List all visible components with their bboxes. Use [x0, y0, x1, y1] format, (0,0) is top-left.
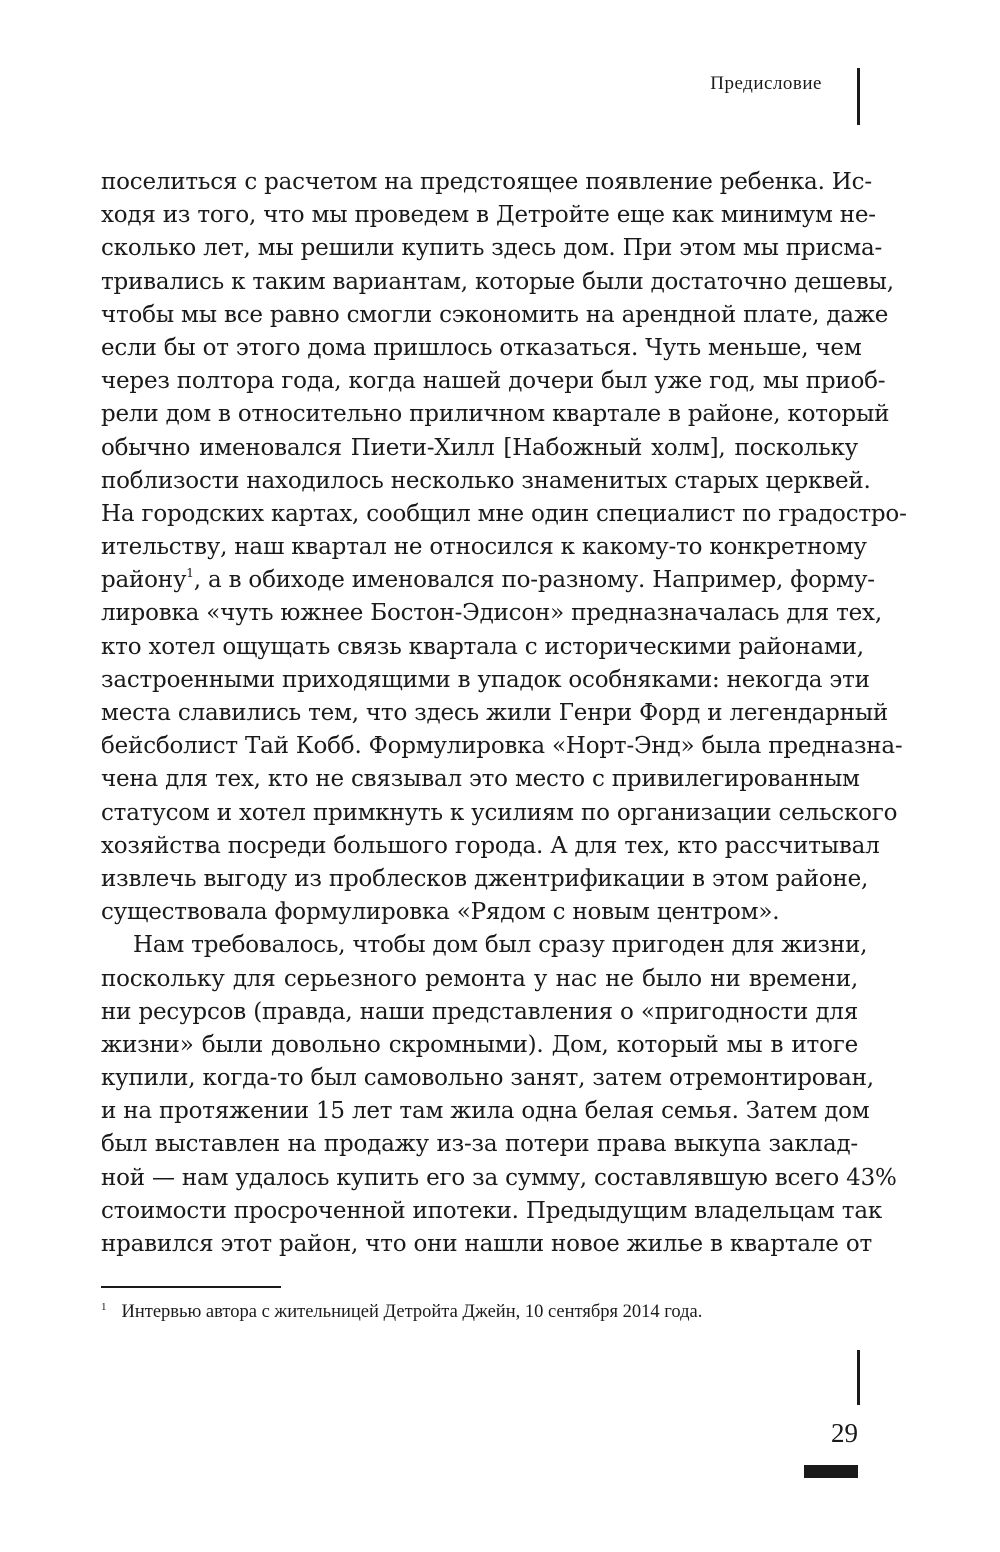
footer-rule: [857, 1350, 860, 1405]
text-line: обычно именовался Пиети-Хилл [Набожный холм], поскольку: [101, 434, 858, 461]
text-line: поблизости находилось несколько знаменитых старых церквей.: [101, 467, 871, 494]
text-line: если бы от этого дома пришлось отказаться. Чуть меньше, чем: [101, 334, 862, 361]
text-line: тривались к таким вариантам, которые были достаточно дешевы,: [101, 268, 894, 295]
text-line: ительству, наш квартал не относился к какому-то конкретному: [101, 534, 867, 561]
running-head: Предисловие: [710, 73, 822, 94]
footnote-mark: 1: [101, 1301, 107, 1313]
text-line: кто хотел ощущать связь квартала с историческими районами,: [101, 633, 864, 660]
text-line: и на протяжении 15 лет там жила одна белая семья. Затем дом: [101, 1098, 870, 1125]
text-line: бейсболист Тай Кобб. Формулировка «Норт-Энд» была предназна-: [101, 733, 903, 760]
footnote-text: Интервью автора с жительницей Детройта Джейн, 10 сентября 2014 года.: [121, 1302, 703, 1322]
text-line: поскольку для серьезного ремонта у нас не было ни времени,: [101, 965, 858, 992]
page-number: 29: [831, 1418, 858, 1448]
text-line: ходя из того, что мы проведем в Детройте еще как минимум не-: [101, 202, 876, 229]
text-line: места славились тем, что здесь жили Генри Форд и легендарный: [101, 700, 889, 726]
paragraph-end-line: существовала формулировка «Рядом с новым центром».: [101, 899, 780, 926]
paragraph-start-line: Нам требовалось, чтобы дом был сразу пригоден для жизни,: [133, 932, 868, 959]
footnote: [101, 1301, 861, 1323]
text-line: ни ресурсов (правда, наши представления о «пригодности для: [101, 998, 858, 1025]
text-line: сколько лет, мы решили купить здесь дом. При этом мы присма-: [101, 235, 883, 262]
text-line: застроенными приходящими в упадок особняками: некогда эти: [101, 666, 870, 693]
text-line: стоимости просроченной ипотеки. Предыдущим владельцам так: [101, 1197, 883, 1224]
text-line: жизни» были довольно скромными). Дом, который мы в итоге: [101, 1031, 858, 1058]
text-line: был выставлен на продажу из-за потери права выкупа заклад-: [101, 1131, 858, 1158]
header-rule: [857, 68, 860, 125]
text-line: [101, 564, 875, 597]
footer-bar: [804, 1465, 858, 1478]
text-line: хозяйства посреди большого города. А для тех, кто рассчитывал: [101, 832, 880, 859]
text-line: статусом и хотел примкнуть к усилиям по организации сельского: [101, 799, 898, 826]
text-line: На городских картах, сообщил мне один специалист по градостро-: [101, 500, 907, 527]
text-line: извлечь выгоду из проблесков джентрификации в этом районе,: [101, 865, 869, 892]
text-line: лировка «чуть южнее Бостон-Эдисон» предназначалась для тех,: [101, 600, 882, 627]
text-line: чена для тех, кто не связывал это место с привилегированным: [101, 766, 860, 793]
body-text: [101, 166, 907, 1261]
text-line: ной — нам удалось купить его за сумму, составлявшую всего 43%: [101, 1164, 897, 1191]
text-line: рели дом в относительно приличном квартале в районе, который: [101, 401, 890, 428]
text-line: купили, когда-то был самовольно занят, затем отремонтирован,: [101, 1065, 874, 1092]
text-line: нравился этот район, что они нашли новое жилье в квартале от: [101, 1231, 872, 1257]
line-with-footnote-ref: району$^1$, а в обиходе именовался по-разному. Например, форму-: [101, 566, 875, 594]
text-line: через полтора года, когда нашей дочери был уже год, мы приоб-: [101, 368, 886, 395]
footnote-rule: [101, 1286, 281, 1288]
text-line: поселиться с расчетом на предстоящее появление ребенка. Ис-: [101, 169, 872, 195]
text-line: чтобы мы все равно смогли сэкономить на арендной плате, даже: [101, 301, 889, 328]
footnote-ref[interactable]: 1: [186, 566, 194, 581]
